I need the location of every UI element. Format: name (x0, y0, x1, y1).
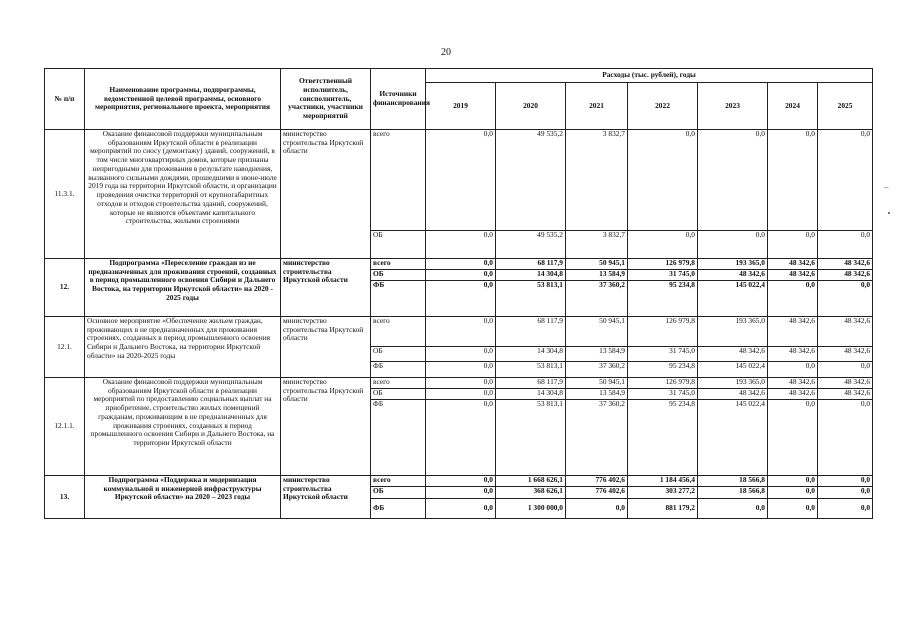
value-cell: 193 365,0 (698, 317, 768, 347)
value-cell: 48 342,6 (818, 389, 873, 400)
value-cell: 53 813,1 (496, 400, 566, 476)
value-cell: 48 342,6 (768, 270, 818, 281)
value-cell: 0,0 (426, 281, 496, 317)
value-cell: 37 360,2 (566, 362, 628, 378)
source-cell: ФБ (371, 499, 426, 519)
value-cell: 0,0 (768, 231, 818, 259)
value-cell: 368 626,1 (496, 487, 566, 499)
source-cell: ФБ (371, 362, 426, 378)
value-cell: 1 300 000,0 (496, 499, 566, 519)
row-name: Основное мероприятие «Обеспечение жильем граждан, проживающих в не предназначенных для проживания строениях, созданных в период промышленного освоения Сибири и Дальнего Востока, на территории Иркутской области» на 2020-2025 годы (85, 317, 281, 378)
value-cell: 0,0 (426, 231, 496, 259)
row-number: 12. (45, 259, 85, 317)
value-cell: 95 234,8 (628, 362, 698, 378)
source-cell: ОБ (371, 389, 426, 400)
value-cell: 48 342,6 (768, 389, 818, 400)
value-cell: 0,0 (818, 476, 873, 487)
row-executor: министерство строительства Иркутской области (281, 378, 371, 476)
margin-mark: – (884, 182, 889, 192)
row-name: Подпрограмма «Поддержка и модернизация коммунальной и инженерной инфраструктуры Иркутской области» на 2020 – 2023 годы (85, 476, 281, 519)
header-year: 2021 (566, 83, 628, 130)
value-cell: 37 360,2 (566, 400, 628, 476)
value-cell: 0,0 (628, 231, 698, 259)
source-cell: всего (371, 476, 426, 487)
value-cell: 0,0 (768, 499, 818, 519)
value-cell: 0,0 (698, 231, 768, 259)
value-cell: 0,0 (768, 362, 818, 378)
value-cell: 95 234,8 (628, 400, 698, 476)
header-year: 2024 (768, 83, 818, 130)
value-cell: 0,0 (818, 281, 873, 317)
header-year: 2019 (426, 83, 496, 130)
value-cell: 881 179,2 (628, 499, 698, 519)
value-cell: 48 342,6 (818, 347, 873, 362)
value-cell: 13 584,9 (566, 270, 628, 281)
value-cell: 145 022,4 (698, 281, 768, 317)
value-cell: 0,0 (426, 259, 496, 270)
table-row (45, 476, 873, 487)
header-expenses: Расходы (тыс. рублей), годы (426, 69, 873, 83)
source-cell: ФБ (371, 281, 426, 317)
header-year: 2023 (698, 83, 768, 130)
value-cell: 3 832,7 (566, 130, 628, 231)
value-cell: 14 304,8 (496, 270, 566, 281)
value-cell: 0,0 (768, 476, 818, 487)
value-cell: 18 566,8 (698, 487, 768, 499)
value-cell: 50 945,1 (566, 259, 628, 270)
value-cell: 0,0 (768, 400, 818, 476)
value-cell: 0,0 (628, 130, 698, 231)
value-cell: 14 304,8 (496, 389, 566, 400)
header-source: Источники финансирования (371, 69, 426, 130)
value-cell: 13 584,9 (566, 389, 628, 400)
value-cell: 13 584,9 (566, 347, 628, 362)
value-cell: 48 342,6 (818, 270, 873, 281)
value-cell: 0,0 (698, 499, 768, 519)
value-cell: 0,0 (566, 499, 628, 519)
header-num: № п/п (45, 69, 85, 130)
page-number: 20 (441, 47, 451, 58)
source-cell: ФБ (371, 400, 426, 476)
value-cell: 50 945,1 (566, 378, 628, 389)
value-cell: 0,0 (818, 400, 873, 476)
value-cell: 48 342,6 (768, 347, 818, 362)
value-cell: 0,0 (698, 130, 768, 231)
source-cell: ОБ (371, 487, 426, 499)
value-cell: 0,0 (426, 130, 496, 231)
value-cell: 68 117,9 (496, 317, 566, 347)
source-cell: всего (371, 317, 426, 347)
row-executor: министерство строительства Иркутской области (281, 130, 371, 259)
source-cell: всего (371, 130, 426, 231)
row-name: Оказание финансовой поддержки муниципальным образованиям Иркутской области в реализации мероприятий по предоставлению социальных выплат на приобретение, строительство жилых помещений гражданам, проживающим в не предназначенных для проживания строениях, созданных в период промышленного освоения Сибири и Дальнего Востока, на территории Иркутской области (85, 378, 281, 476)
value-cell: 53 813,1 (496, 281, 566, 317)
value-cell: 31 745,0 (628, 270, 698, 281)
value-cell: 49 535,2 (496, 130, 566, 231)
value-cell: 303 277,2 (628, 487, 698, 499)
source-cell: ОБ (371, 347, 426, 362)
value-cell: 0,0 (426, 347, 496, 362)
value-cell: 0,0 (818, 231, 873, 259)
value-cell: 0,0 (768, 487, 818, 499)
value-cell: 68 117,9 (496, 259, 566, 270)
value-cell: 0,0 (818, 487, 873, 499)
source-cell: ОБ (371, 231, 426, 259)
row-number: 12.1.1. (45, 378, 85, 476)
value-cell: 0,0 (426, 378, 496, 389)
row-number: 11.3.1. (45, 130, 85, 259)
value-cell: 776 402,6 (566, 487, 628, 499)
header-year: 2022 (628, 83, 698, 130)
source-cell: ОБ (371, 270, 426, 281)
value-cell: 1 184 456,4 (628, 476, 698, 487)
value-cell: 1 668 626,1 (496, 476, 566, 487)
row-executor: министерство строительства Иркутской области (281, 259, 371, 317)
margin-dot (888, 212, 890, 214)
header-year: 2020 (496, 83, 566, 130)
value-cell: 48 342,6 (768, 259, 818, 270)
budget-table (44, 68, 873, 519)
value-cell: 18 566,8 (698, 476, 768, 487)
value-cell: 95 234,8 (628, 281, 698, 317)
value-cell: 0,0 (818, 362, 873, 378)
value-cell: 48 342,6 (698, 389, 768, 400)
table-row (45, 378, 873, 389)
value-cell: 48 342,6 (698, 347, 768, 362)
value-cell: 50 945,1 (566, 317, 628, 347)
value-cell: 145 022,4 (698, 400, 768, 476)
table-row (45, 317, 873, 347)
value-cell: 48 342,6 (698, 270, 768, 281)
table-row (45, 259, 873, 270)
value-cell: 3 832,7 (566, 231, 628, 259)
source-cell: всего (371, 378, 426, 389)
table-row (45, 130, 873, 231)
value-cell: 0,0 (426, 476, 496, 487)
value-cell: 31 745,0 (628, 347, 698, 362)
value-cell: 0,0 (426, 270, 496, 281)
value-cell: 53 813,1 (496, 362, 566, 378)
value-cell: 0,0 (768, 130, 818, 231)
value-cell: 0,0 (426, 400, 496, 476)
value-cell: 49 535,2 (496, 231, 566, 259)
value-cell: 0,0 (768, 281, 818, 317)
value-cell: 126 979,8 (628, 378, 698, 389)
value-cell: 776 402,6 (566, 476, 628, 487)
value-cell: 48 342,6 (818, 378, 873, 389)
header-year: 2025 (818, 83, 873, 130)
value-cell: 193 365,0 (698, 378, 768, 389)
value-cell: 68 117,9 (496, 378, 566, 389)
value-cell: 0,0 (426, 362, 496, 378)
value-cell: 126 979,8 (628, 259, 698, 270)
header-executor: Ответственный исполнитель, соисполнитель, участники, участники мероприятий (281, 69, 371, 130)
value-cell: 0,0 (426, 499, 496, 519)
value-cell: 0,0 (426, 487, 496, 499)
row-number: 12.1. (45, 317, 85, 378)
row-number: 13. (45, 476, 85, 519)
header-name: Наименование программы, подпрограммы, ведомственной целевой программы, основного мероприятия, регионального проекта, мероприятия (85, 69, 281, 130)
value-cell: 0,0 (426, 389, 496, 400)
value-cell: 48 342,6 (768, 317, 818, 347)
value-cell: 14 304,8 (496, 347, 566, 362)
value-cell: 48 342,6 (818, 259, 873, 270)
row-name: Оказание финансовой поддержки муниципальным образованиям Иркутской области в реализации мероприятий по сносу (демонтажу) зданий, сооружений, в том числе многоквартирных домов, которые признаны непригодными для проживания в результате наводнения, вызванного сильными дождями, прошедшими в июне-июле 2019 года на территории Иркутской области, и организации проведения очистки территорий от крупногабаритных отходов и отходов строительства зданий, сооружений, которые не являются объектами капитального строительства, жилыми строениями (85, 130, 281, 259)
value-cell: 0,0 (426, 317, 496, 347)
value-cell: 37 360,2 (566, 281, 628, 317)
value-cell: 0,0 (818, 130, 873, 231)
value-cell: 145 022,4 (698, 362, 768, 378)
row-executor: министерство строительства Иркутской области (281, 476, 371, 519)
value-cell: 48 342,6 (818, 317, 873, 347)
source-cell: всего (371, 259, 426, 270)
value-cell: 48 342,6 (768, 378, 818, 389)
row-name: Подпрограмма «Переселение граждан из не предназначенных для проживания строений, созданных в период промышленного освоения Сибири и Дальнего Востока, на территории Иркутской области» на 2020 - 2025 годы (85, 259, 281, 317)
row-executor: министерство строительства Иркутской области (281, 317, 371, 378)
value-cell: 126 979,8 (628, 317, 698, 347)
value-cell: 31 745,0 (628, 389, 698, 400)
value-cell: 0,0 (818, 499, 873, 519)
value-cell: 193 365,0 (698, 259, 768, 270)
